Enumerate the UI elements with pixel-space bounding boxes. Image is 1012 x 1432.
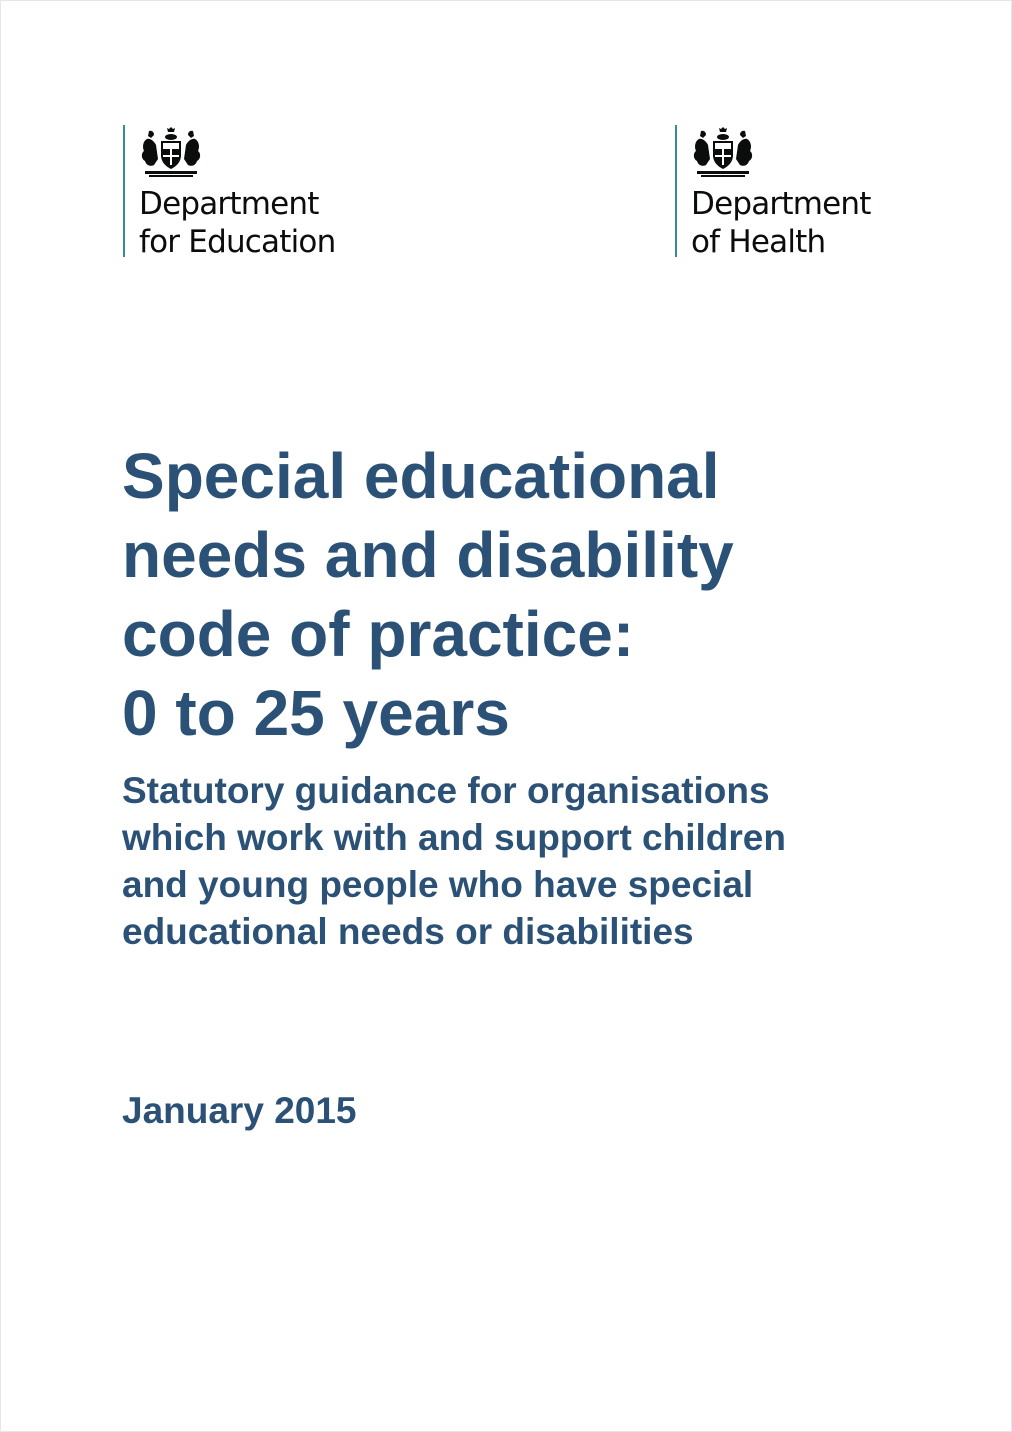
dfe-logo-line-2: for Education [139, 224, 336, 260]
publication-date: January 2015 [122, 1090, 357, 1131]
subtitle-line: and young people who have special [122, 864, 754, 905]
royal-coat-of-arms-icon [691, 127, 755, 179]
title-line: 0 to 25 years [122, 677, 510, 749]
subtitle-line: Statutory guidance for organisations [122, 770, 770, 811]
dfe-logo-text [139, 185, 335, 261]
title-line: needs and disability [122, 519, 734, 591]
dfe-logo [123, 125, 375, 260]
doh-logo [675, 125, 907, 260]
subtitle-line: educational needs or disabilities [122, 911, 694, 952]
document-title [122, 437, 922, 753]
document-subtitle [122, 767, 942, 955]
doh-logo-line-2: of Health [691, 224, 826, 260]
doh-logo-text [691, 185, 871, 261]
title-line: Special educational [122, 440, 720, 512]
royal-coat-of-arms-icon [139, 127, 203, 179]
dfe-logo-line-1: Department [139, 186, 319, 222]
subtitle-line: which work with and support children [122, 817, 786, 858]
title-line: code of practice: [122, 598, 635, 670]
doh-logo-line-1: Department [691, 186, 871, 222]
